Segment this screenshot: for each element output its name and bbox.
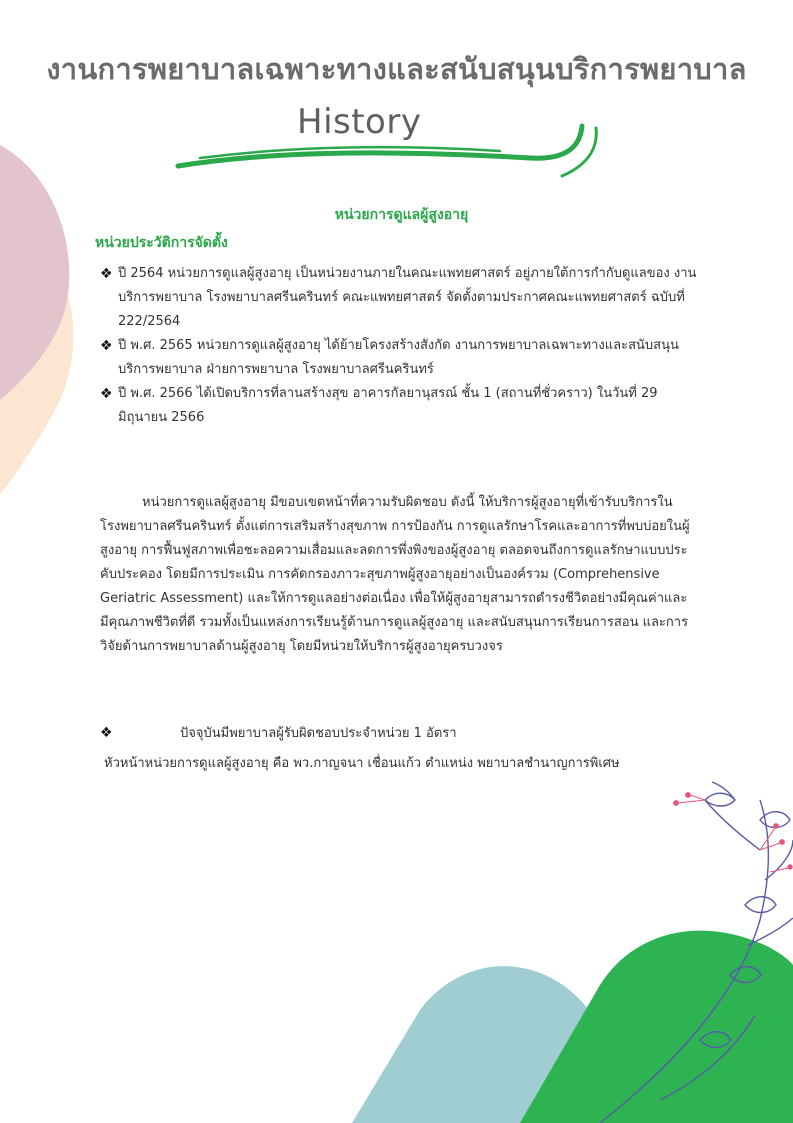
diamond-bullet-icon: ❖	[100, 338, 113, 354]
diamond-bullet-icon: ❖	[100, 725, 113, 741]
page-title: งานการพยาบาลเฉพาะทางและสนับสนุนบริการพยาบาล	[46, 52, 747, 86]
history-item-text: ปี 2564 หน่วยการดูแลผู้สูงอายุ เป็นหน่วยงานภายในคณะแพทยศาสตร์ อยู่ภายใต้การกำกับดูแลของ งานบริการพยาบาล โรงพยาบาลศรีนครินทร์ คณะแพทยศาสตร์ จัดตั้งตามประกาศคณะแพทยศาสตร์ ฉบับที่ 222/2564	[118, 266, 697, 329]
berry-sprigs-icon	[674, 793, 793, 872]
diamond-bullet-icon: ❖	[100, 266, 113, 282]
staffing-note: ปัจจุบันมีพยาบาลผู้รับผิดชอบประจำหน่วย 1 อัตรา	[180, 726, 457, 741]
responsibility-paragraph: หน่วยการดูแลผู้สูงอายุ มีขอบเขตหน้าที่ความรับผิดชอบ ดังนี้ ให้บริการผู้สูงอายุที่เข้ารับบริการในโรงพยาบาลศรีนครินทร์ ตั้งแต่การเสริมสร้างสุขภาพ การป้องกัน การดูแลรักษาโรคและอาการที่พบบ่อยในผู้สูงอายุ การฟื้นฟูสภาพเพื่อชะลอความเสื่อมและลดการพึ่งพิงของผู้สูงอายุ ตลอดจนถึงการดูแลรักษาแบบประคับประคอง โดยมีการประเมิน การคัดกรองภาวะสุขภาพผู้สูงอายุอย่างเป็นองค์รวม (Comprehensive Geriatric Assessment) และให้การดูแลอย่างต่อเนื่อง เพื่อให้ผู้สูงอายุสามารถดำรงชีวิตอย่างมีคุณค่าและมีคุณภาพชีวิตที่ดี รวมทั้งเป็นแหล่งการเรียนรู้ด้านการดูแลผู้สูงอายุ และสนับสนุนการเรียนการสอน และการวิจัยด้านการพยาบาลด้านผู้สูงอายุ โดยมีหน่วยให้บริการผู้สูงอายุครบวงจร	[100, 495, 690, 654]
history-list	[100, 262, 700, 430]
unit-heading: หน่วยการดูแลผู้สูงอายุ	[334, 207, 469, 223]
history-item-text: ปี พ.ศ. 2565 หน่วยการดูแลผู้สูงอายุ ได้ย้ายโครงสร้างสังกัด งานการพยาบาลเฉพาะทางและสนับสนุนบริการพยาบาล ฝ่ายการพยาบาล โรงพยาบาลศรีนครินทร์	[118, 338, 679, 377]
list-item	[100, 262, 700, 334]
history-item-text: ปี พ.ศ. 2566 ได้เปิดบริการที่ลานสร้างสุข อาคารกัลยานุสรณ์ ชั้น 1 (สถานที่ชั่วคราว) ในวันที่ 29 มิถุนายน 2566	[118, 386, 658, 425]
section-heading: หน่วยประวัติการจัดตั้ง	[95, 235, 228, 251]
list-item	[100, 334, 700, 382]
green-swoosh-icon	[170, 118, 610, 186]
diamond-bullet-icon: ❖	[100, 386, 113, 402]
unit-head-line: หัวหน้าหน่วยการดูแลผู้สูงอายุ คือ พว.กาญจนา เชื่อนแก้ว ตำแหน่ง พยาบาลชำนาญการพิเศษ	[104, 756, 620, 771]
history-subtitle: History	[297, 102, 422, 142]
list-item	[100, 382, 700, 430]
staffing-line	[100, 721, 700, 746]
